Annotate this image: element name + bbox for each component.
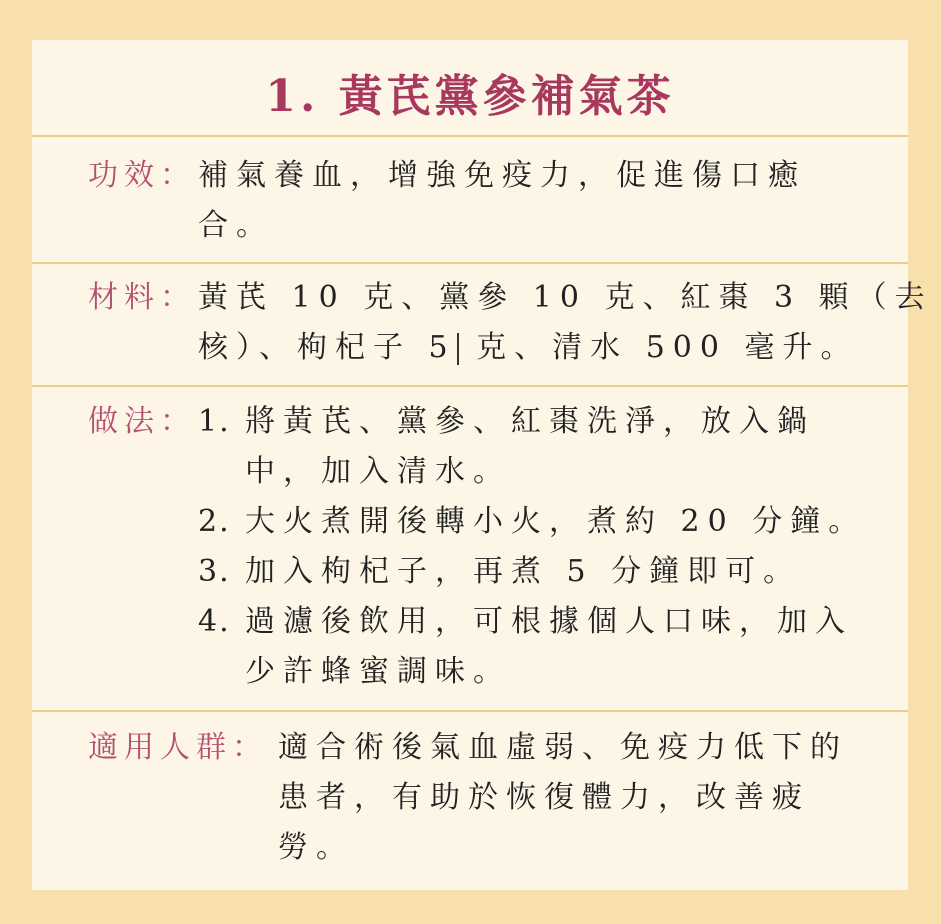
method-step — [198, 497, 866, 547]
effect-line: 補氣養血，增強免疫力，促進傷口癒 — [198, 158, 806, 193]
method-step — [198, 397, 866, 497]
step-line: 中，加入清水。 — [245, 454, 511, 489]
recipe-card — [32, 40, 933, 890]
materials-line-after-caret: 克、清水 500 毫升。 — [458, 330, 859, 365]
step-number: 3. — [198, 554, 231, 589]
suitable-line: 適合術後氣血虛弱、免疫力低下的 — [278, 730, 848, 765]
step-text — [245, 547, 801, 597]
effect-label: 功效： — [88, 158, 196, 193]
recipe-title: 1. 黃芪黨參補氣茶 — [265, 71, 675, 122]
materials-line — [198, 323, 933, 373]
divider-materials — [32, 385, 908, 387]
materials-line: 黃芪 10 克、黨參 10 克、紅棗 3 顆（去 — [198, 280, 933, 315]
effect-text — [198, 151, 806, 251]
effect-line: 合。 — [198, 208, 274, 243]
divider-title — [32, 135, 908, 137]
suitable-line: 患者，有助於恢復體力，改善疲 — [278, 780, 810, 815]
step-text — [245, 397, 815, 497]
method-step — [198, 547, 866, 597]
step-number: 1. — [198, 404, 231, 439]
step-line: 大火煮開後轉小火，煮約 20 分鐘。 — [245, 504, 867, 539]
method-step — [198, 597, 866, 697]
materials-text — [198, 273, 933, 373]
materials-line-before-caret: 核）、枸杞子 5 — [198, 330, 456, 365]
step-line: 過濾後飲用，可根據個人口味，加入 — [245, 604, 853, 639]
suitable-text — [278, 723, 848, 873]
step-number: 2. — [198, 504, 231, 539]
divider-method — [32, 710, 908, 712]
materials-label: 材料： — [88, 280, 196, 315]
method-steps — [198, 397, 866, 697]
divider-effect — [32, 262, 908, 264]
suitable-line: 勞。 — [278, 830, 354, 865]
step-line: 將黃芪、黨參、紅棗洗淨，放入鍋 — [245, 404, 815, 439]
step-text — [245, 597, 853, 697]
step-line: 少許蜂蜜調味。 — [245, 654, 511, 689]
step-number: 4. — [198, 604, 231, 639]
method-label: 做法： — [88, 404, 196, 439]
step-text — [245, 497, 866, 547]
suitable-label: 適用人群： — [88, 730, 268, 765]
step-line: 加入枸杞子，再煮 5 分鐘即可。 — [245, 554, 802, 589]
